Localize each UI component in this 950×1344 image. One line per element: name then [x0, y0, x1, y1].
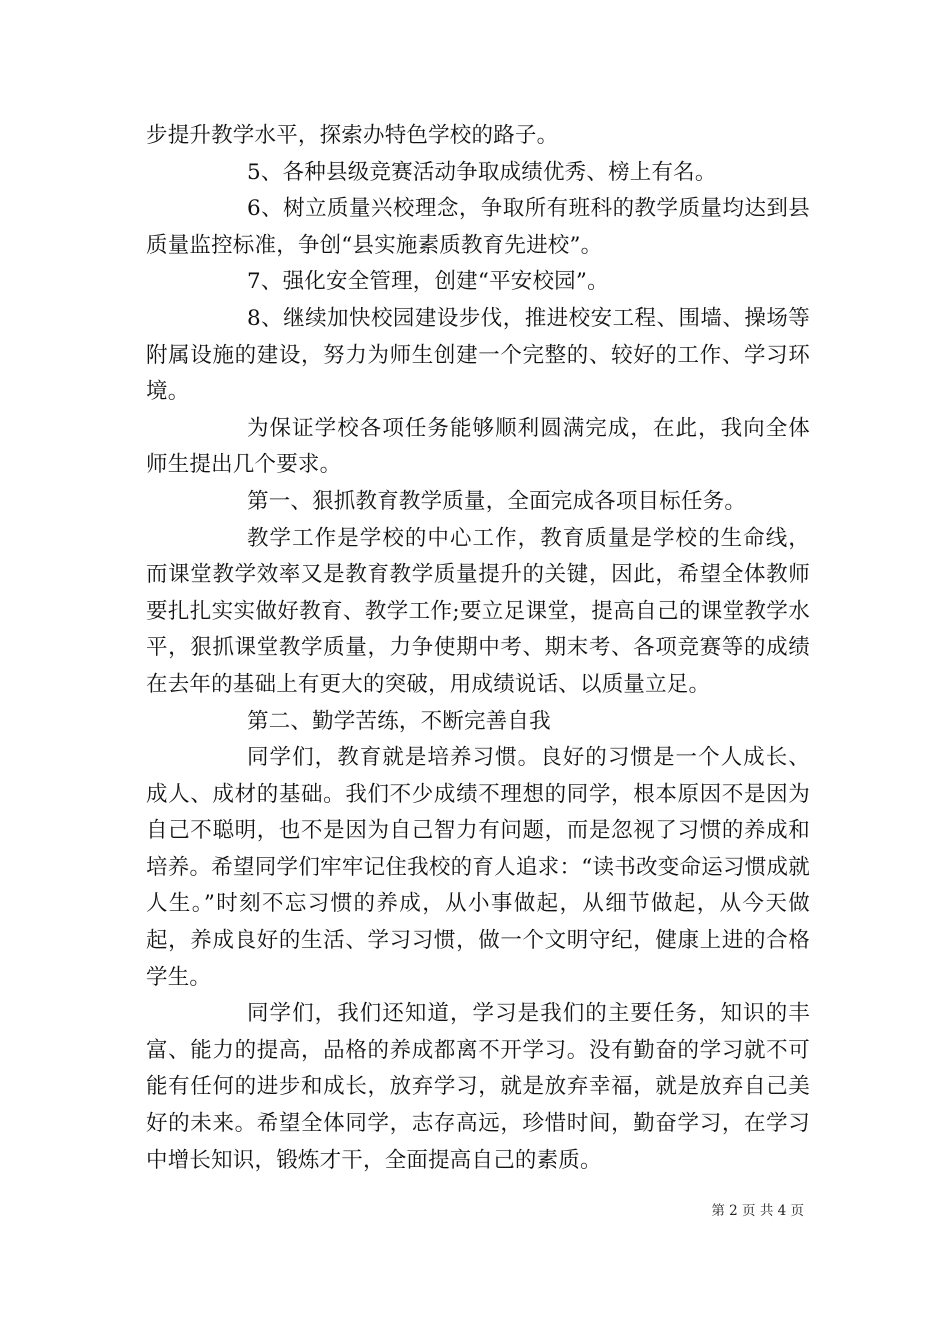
paragraph-9: 第二、勤学苦练，不断完善自我: [247, 708, 551, 734]
paragraph-4: 7、强化安全管理，创建“平安校园”。: [247, 269, 609, 295]
paragraph-3: 6、树立质量兴校理念，争取所有班科的教学质量均达到县质量监控标准，争创“县实施素质教育先进校”。: [146, 196, 810, 258]
paragraph-1: 步提升教学水平，探索办特色学校的路子。: [146, 123, 559, 148]
paragraph-2: 5、各种县级竞赛活动争取成绩优秀、榜上有名。: [247, 159, 717, 185]
page-number-footer: 第 2 页 共 4 页: [711, 1203, 804, 1219]
document-body: [146, 118, 810, 1179]
paragraph-8: 教学工作是学校的中心工作，教育质量是学校的生命线，而课堂教学效率又是教育教学质量提升的关键，因此，希望全体教师要扎扎实实做好教育、教学工作;要立足课堂，提高自己的课堂教学水平，狠抓课堂教学质量，力争使期中考、期末考、各项竞赛等的成绩在去年的基础上有更大的突破，用成绩说话、以质量立足。: [146, 525, 810, 697]
paragraph-10: 同学们，教育就是培养习惯。良好的习惯是一个人成长、成人、成材的基础。我们不少成绩不理想的同学，根本原因不是因为自己不聪明，也不是因为自己智力有问题，而是忽视了习惯的养成和培养。希望同学们牢牢记住我校的育人追求：“读书改变命运习惯成就人生。”时刻不忘习惯的养成，从小事做起，从细节做起，从今天做起，养成良好的生活、学习习惯，做一个文明守纪，健康上进的合格学生。: [146, 745, 810, 990]
paragraph-7: 第一、狠抓教育教学质量，全面完成各项目标任务。: [247, 488, 747, 514]
paragraph-6: 为保证学校各项任务能够顺利圆满完成，在此，我向全体师生提出几个要求。: [146, 415, 810, 478]
paragraph-11: 同学们，我们还知道，学习是我们的主要任务，知识的丰富、能力的提高，品格的养成都离不开学习。没有勤奋的学习就不可能有任何的进步和成长，放弃学习，就是放弃幸福，就是放弃自己美好的未来。希望全体同学，志存高远，珍惜时间，勤奋学习，在学习中增长知识，锻炼才干，全面提高自己的素质。: [146, 1001, 810, 1173]
paragraph-5: 8、继续加快校园建设步伐，推进校安工程、围墙、操场等附属设施的建设，努力为师生创建一个完整的、较好的工作、学习环境。: [146, 305, 810, 405]
